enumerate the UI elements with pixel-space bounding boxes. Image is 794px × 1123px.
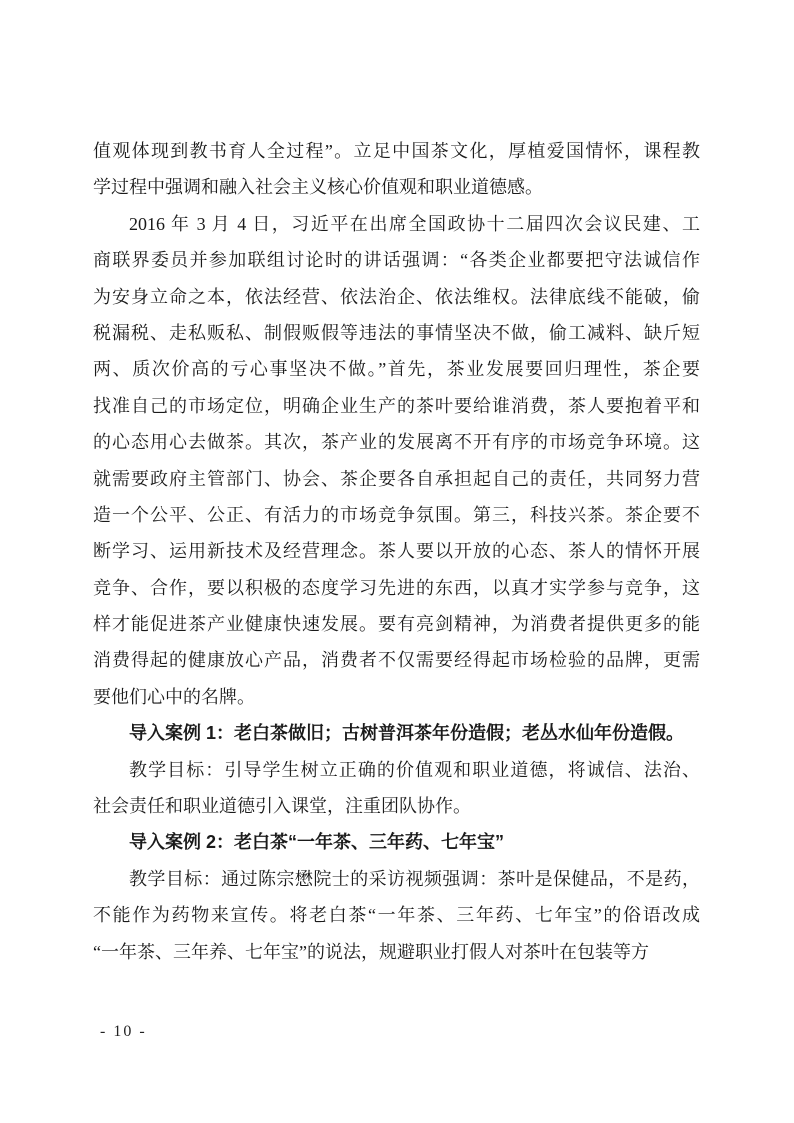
text-line: 教学目标：通过陈宗懋院士的采访视频强调：茶叶是保健品，不是药， (129, 868, 700, 889)
text-line: “一年茶、三年养、七年宝”的说法，规避职业打假人对茶叶在包装等方 (93, 941, 649, 962)
text-line: 竞争、合作，要以积极的态度学习先进的东西，以真才实学参与竞争，这 (93, 577, 700, 598)
text-line: 要他们心中的名牌。 (93, 686, 255, 707)
text-line: 导入案例 2：老白茶“一年茶、三年药、七年宝” (129, 832, 505, 853)
text-line: 为安身立命之本，依法经营、依法治企、依法维权。法律底线不能破，偷 (93, 286, 700, 307)
body-paragraph (93, 133, 700, 206)
text-line: 两、质次价高的亏心事坚决不做。”首先，茶业发展要回归理性，茶企要 (93, 359, 700, 380)
text-line: 找准自己的市场定位，明确企业生产的茶叶要给谁消费，茶人要抱着平和 (93, 395, 700, 416)
document-body (93, 133, 700, 970)
text-line: 不能作为药物来宣传。将老白茶“一年茶、三年药、七年宝”的俗语改成 (93, 905, 700, 926)
page-number: - 10 - (100, 1023, 147, 1040)
text-line: 教学目标：引导学生树立正确的价值观和职业道德，将诚信、法治、 (129, 759, 700, 780)
body-paragraph (93, 206, 700, 715)
text-line: 的心态用心去做茶。其次，茶产业的发展离不开有序的市场竞争环境。这 (93, 432, 700, 453)
text-line: 商联界委员并参加联组讨论时的讲话强调：“各类企业都要把守法诚信作 (93, 250, 700, 271)
text-line: 造一个公平、公正、有活力的市场竞争氛围。第三，科技兴茶。茶企要不 (93, 504, 700, 525)
text-line: 消费得起的健康放心产品，消费者不仅需要经得起市场检验的品牌，更需 (93, 650, 700, 671)
body-paragraph (93, 861, 700, 970)
text-line: 导入案例 1：老白茶做旧；古树普洱茶年份造假；老丛水仙年份造假。 (129, 723, 685, 744)
case-heading-paragraph (93, 824, 700, 860)
case-heading-paragraph (93, 715, 700, 751)
text-line: 断学习、运用新技术及经营理念。茶人要以开放的心态、茶人的情怀开展 (93, 541, 700, 562)
text-line: 学过程中强调和融入社会主义核心价值观和职业道德感。 (93, 177, 543, 198)
body-paragraph (93, 752, 700, 825)
text-line: 就需要政府主管部门、协会、茶企要各自承担起自己的责任，共同努力营 (93, 468, 700, 489)
text-line: 2016 年 3 月 4 日，习近平在出席全国政协十二届四次会议民建、工 (129, 213, 700, 234)
text-line: 值观体现到教书育人全过程”。立足中国茶文化，厚植爱国情怀，课程教 (93, 141, 700, 161)
text-line: 样才能促进茶产业健康快速发展。要有亮剑精神，为消费者提供更多的能 (93, 614, 700, 635)
text-line: 税漏税、走私贩私、制假贩假等违法的事情坚决不做，偷工减料、缺斤短 (93, 322, 700, 343)
text-line: 社会责任和职业道德引入课堂，注重团队协作。 (93, 796, 471, 817)
